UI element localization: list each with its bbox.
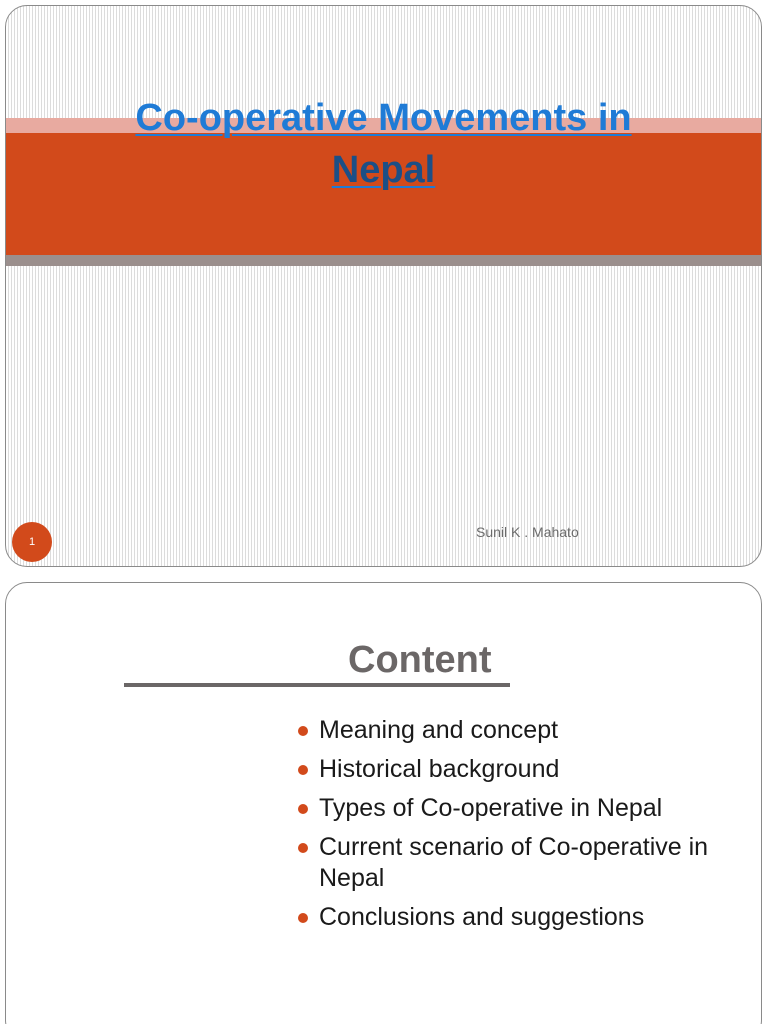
- content-list: [298, 715, 758, 941]
- list-item: [298, 902, 758, 933]
- bullet-dot-icon: [298, 843, 308, 853]
- list-item-text: Current scenario of Co-operative in Nepal: [319, 833, 709, 892]
- page-number-badge: 1: [12, 522, 52, 562]
- list-item-text: Historical background: [319, 755, 560, 783]
- slide-title-line1[interactable]: Co-operative Movements in: [135, 97, 632, 139]
- list-item: [298, 832, 758, 894]
- author-name: Sunil K . Mahato: [476, 524, 579, 540]
- bullet-dot-icon: [298, 726, 308, 736]
- list-item-text: Types of Co-operative in Nepal: [319, 794, 663, 822]
- list-item: [298, 754, 758, 785]
- list-item-text: Meaning and concept: [319, 716, 559, 744]
- gray-band: [6, 255, 761, 266]
- list-item: [298, 793, 758, 824]
- content-slide: [5, 582, 762, 1024]
- list-item-text: Conclusions and suggestions: [319, 903, 645, 931]
- slide-title[interactable]: [6, 92, 761, 196]
- title-slide: [5, 5, 762, 567]
- content-heading: Content: [348, 639, 492, 681]
- bullet-dot-icon: [298, 765, 308, 775]
- heading-underline: [124, 683, 510, 687]
- slide-title-line2[interactable]: Nepal: [331, 149, 436, 191]
- list-item: [298, 715, 758, 746]
- bullet-dot-icon: [298, 913, 308, 923]
- bullet-dot-icon: [298, 804, 308, 814]
